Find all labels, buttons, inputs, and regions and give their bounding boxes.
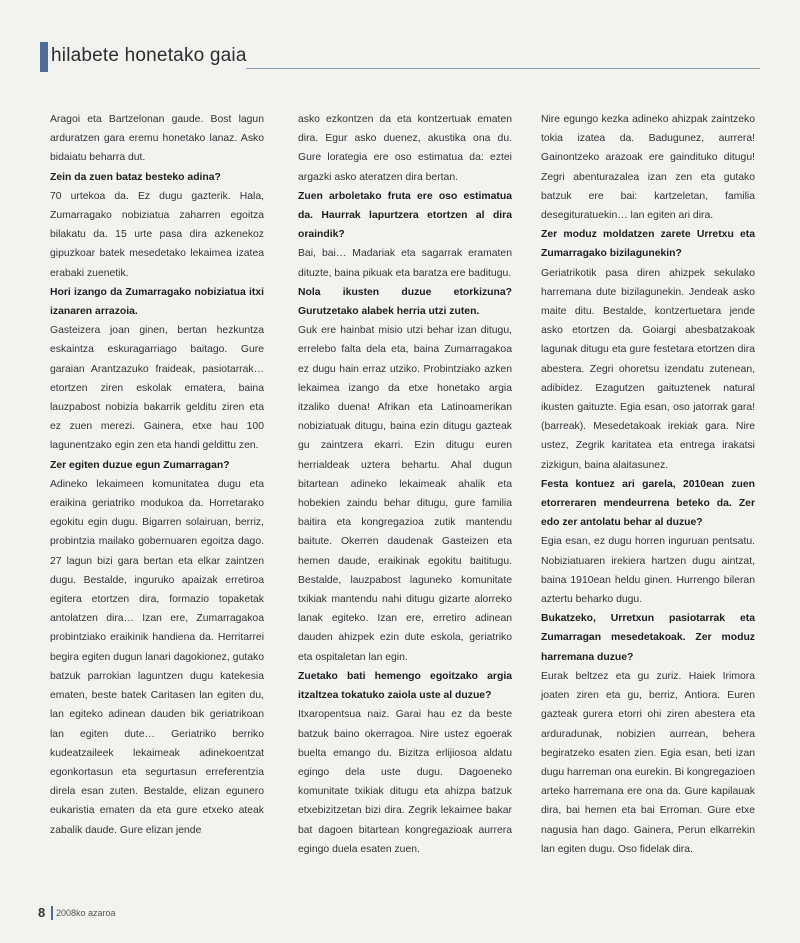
footer-accent-bar xyxy=(51,906,53,920)
interview-answer: asko ezkontzen da eta kontzertuak ematen dira. Egur asko duenez, akustika ona du. Gure lorategia ere oso estimatua da: eztei argazki asko ateratzen dira bertan. xyxy=(298,114,512,183)
header-rule xyxy=(246,68,760,69)
interview-question: Zer egiten duzue egun Zumarragan? xyxy=(50,459,230,471)
interview-question: Festa kontuez ari garela, 2010ean zuen etorreraren mendeurrena beteko da. Zer edo zer antolatu behar al duzue? xyxy=(541,478,755,529)
interview-answer: 70 urtekoa da. Ez dugu gazterik. Hala, Zumarragako nobiziatua zaharren egoitza bilakatu da. 15 urte pasa dira azkenekoz gipuzkoar batek mesedetako lekaimea izatea erabaki zuenetik. xyxy=(50,190,264,279)
interview-answer: Adineko lekaimeen komunitatea dugu eta eraikina geriatriko modukoa da. Horretarako egokitu egin dugu. Bigarren solairuan, berriz, probintzia mailako gobernuaren egoitza dago. 27 lagun bizi gara bertan eta elkar zaintzen dugu. Bestalde, inguruko apaizak erretiroa egitera etortzen dira, formazio topaketak antolatzen dira… Izan ere, Zumarragakoa probintziako eraikinik handiena da. Herritarrei begira egiten dugun lanari dagokionez, gutako batzuk parrokian laguntzen dugu katekesia ematen, beste batek Caritasen lan egiten du, lan egiteko adinean dauden bik geriatrikoan lan egiten dute… Geriatriko berriko kudeatzaileek lekaimeak adinekoentzat egonkortasun eta segurtasun erreferentzia direla esan zuten. Bestalde, elizan egunero eukaristia ematen da eta gure etxeko ateak zabalik daude. Gure elizan jende xyxy=(50,478,264,836)
section-title: hilabete honetako gaia xyxy=(51,45,247,66)
interview-answer: Itxaropentsua naiz. Garai hau ez da beste batzuk baino okerragoa. Nire ustez egoerak buelta emango du. Bizitza erlijiosoa aldatu egingo dela uste dugu. Dagoeneko komunitate txikiak ditugu eta ahizpa batzuk etxebizitzetan bizi dira. Zegrik lekaimee bakar bat dagoen bitartean kongregazioak aurrera egingo duela esaten zuen. xyxy=(298,709,512,855)
interview-question: Zer moduz moldatzen zarete Urretxu eta Zumarragako bizilagunekin? xyxy=(541,229,755,260)
interview-answer: Eurak beltzez eta gu zuriz. Haiek Irimora joaten ziren eta gu, berriz, Antiora. Euren gazteak gurera etorri ohi ziren abestera eta arduradunak, nobizien aurrean, beherа begiratzeko esaten zien. Egia esan, beti izan dugu harreman ona eurekin. Bi kongregazioen arteko harremana ere ona da. Gure kapilauak dira, bai hemen eta bai Erroman. Gure etxe nagusia han dago. Gainera, Perun elkarrekin lan egiten dugu. Oso fidelak dira. xyxy=(541,670,755,855)
interview-answer: Aragoi eta Bartzelonan gaude. Bost lagun arduratzen gara eremu honetako lanaz. Asko bidaiatu beharra dut. xyxy=(50,114,264,164)
interview-answer: Nire egungo kezka adineko ahizpak zaintzeko tokia izatea da. Badugunez, aurrera! Gainontzeko arazoak ere gaindituko ditugu! Zegri abenturazalea izan zen eta gutako batzuk ere bai: kartzeletan, familia desegituratuekin… lan egiten ari dira. xyxy=(541,114,755,222)
text-column-1 xyxy=(50,110,264,840)
interview-question: Zein da zuen bataz besteko adina? xyxy=(50,171,221,183)
interview-question: Zuen arboletako fruta ere oso estimatua da. Haurrak lapurtzera etortzen al dira oraindik? xyxy=(298,190,512,241)
interview-question: Zuetako bati hemengo egoitzako argia itzaltzea tokatuko zaiola uste al duzue? xyxy=(298,670,512,702)
interview-answer: Gasteizera joan ginen, bertan hezkuntza eskaintza eskuragarriago baitago. Gure garaian Arantzazuko fraideak, pasiotarrak… etortzen ziren eskolak ematera, baina lauzpabost nobizia bakarrik gelditu ziren eta ez zuen merezi. Gainera, etxe hau 100 lagunentzako egin zen eta handi geldittu zen. xyxy=(50,325,264,452)
interview-answer: Egia esan, ez dugu horren inguruan pentsatu. Nobiziatuaren irekiera hartzen dugu aintzat, baina 1910ean heldu ginen. Hurrengo bileran aztertu beharko dugu. xyxy=(541,536,755,606)
text-column-3 xyxy=(541,110,755,859)
interview-answer: Guk ere hainbat misio utzi behar izan ditugu, errelebo falta dela eta, baina Zumarragakoa ez dugu hain erraz utziko. Probintziako azken lekaimea izango da etxe honetako argia itzaliko duena! Afrikan eta Latinoamerikan nobiziatuak ditugu, baina ezin ditugu gazteak gu zaintzera ekarri. Ezin ditugu euren herrialdeak uztera behartu. Ahal dugun bitartean adineko lekaimeak ahalik eta hobekien zaindu behar ditugu, gure familia baitira eta kongregazioa zutik mantendu baitute. Okerren daudenak Gasteizen eta hemen daude, eraikinak egokitu baititugu. Bestalde, lauzpabost laguneko komunitate txikiak mantendu nahi ditugu gizarte alorreko lanak egiteko. Izan ere, erretiro adinean dauden ahizpek ezin dute eskola, geriatriko eta ospitaletan lan egin. xyxy=(298,325,512,663)
page-number: 8 xyxy=(38,905,46,920)
interview-question: Nola ikusten duzue etorkizuna? Gurutzetako alabek herria utzi zuten. xyxy=(298,286,512,318)
issue-date: 2008ko azaroa xyxy=(56,908,116,918)
interview-question: Hori izango da Zumarragako nobiziatua itxi izanaren arrazoia. xyxy=(50,286,264,318)
page-header xyxy=(40,42,760,72)
interview-answer: Bai, bai… Madariak eta sagarrak eramaten dituzte, baina pikuak eta baratza ere baditugu. xyxy=(298,248,512,279)
interview-question: Bukatzeko, Urretxun pasiotarrak eta Zumarragan mesedetakoak. Zer moduz harremana duzue? xyxy=(541,613,755,663)
text-column-2 xyxy=(298,110,512,859)
interview-answer: Geriatrikotik pasa diren ahizpek sekulako harremana dute bizilagunekin. Jendeak asko maite ditu. Bestalde, kontzertuetara jende asko etortzen da. Goiargi abesbatzakoak lagunak ditugu eta gure festetara etortzen dira abestera. Zegri ohoretsu izendatu zutenean, adibidez. Ezagutzen gaituztenek natural ikusten gaituzte. Egia esan, oso jatorrak gara! (barreak). Mesedetakoak irekiak gara. Nire ustez, Zegrik karitatea eta entrega irakatsi zizkigun, baina alaitasunez. xyxy=(541,267,755,471)
header-accent-bar xyxy=(40,42,48,72)
